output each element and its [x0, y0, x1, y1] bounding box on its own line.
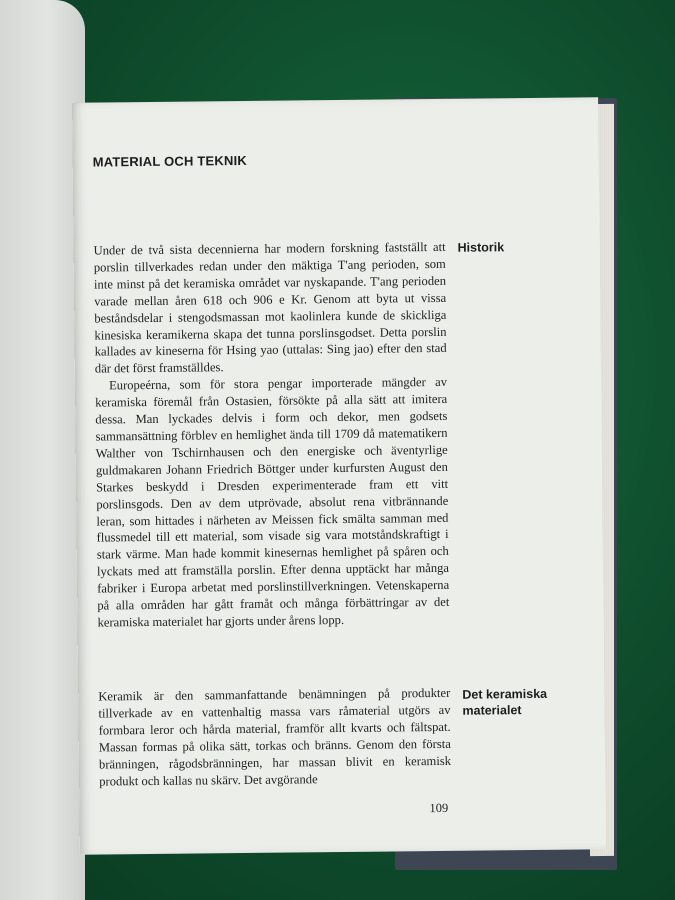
chapter-title: MATERIAL OCH TEKNIK	[92, 152, 248, 170]
paragraph: Europeérna, som för stora pengar importerade mängder av keramiska föremål från Ostasien, försökte på alla sätt att imitera dessa. Man lyckades delvis i form och dekor, men godsets sammansättning förblev en hemlighet ända till 1709 då matematikern Walther von Tschirnhausen och den energiske och äventyrlige guldmakaren Johann Friedrich Böttger under kurfursten August den Starkes beskydd i Dresden experimenterade fram ett vitt porslinsgods. Den av dem utprövade, absolut rena vitbrännande leran, som hittades i närheten av Meissen fick smälta samman med flussmedel till ett material, som visade sig vara motståndskraftigt i stark värme. Man hade kommit kinesernas hemlighet på spåren och lyckats med att framställa porslin. Efter denna upptäckt har många fabriker i Europa arbetat med porslinstillverkningen. Vetenskaperna på alla områden har gått framåt och många förbättringar av det keramiska materialet har gjorts under årens lopp.	[95, 375, 450, 630]
page-number: 109	[429, 800, 449, 816]
side-heading-keramiska-materialet: Det keramiska materialet	[462, 686, 548, 718]
paragraph: Under de två sista decennierna har modern forskning fastställt att porslin tillverkades redan under den mäktiga T'ang perioden, som inte minst på det keramiska området var nyskapande. T'ang perioden varade mellan åren 618 och 906 e Kr. Genom att byta ut vissa beståndsdelar i stengodsmassan mot kaolinlera kunde de skickliga kinesiska keramikerna skapa det tunna porslinsgodset. Detta porslin kallades av kineserna för Hsing yao (uttalas: Sing jao) efter den stad där det först framställdes.	[93, 239, 447, 376]
paragraph: Keramik är den sammanfattande benämningen på produkter tillverkade av en vattenhaltig massa vars råmaterial utgörs av formbara leror och hårda material, framför allt kvarts och fältspat. Massan formas på olika sätt, torkas och bränns. Genom den första bränningen, rågodsbränningen, har massan blivit en keramisk produkt och kallas nu skärv. Det avgörande	[98, 685, 452, 789]
side-heading-historik: Historik	[457, 240, 505, 255]
section-historik-text	[94, 239, 450, 632]
section-material-text	[98, 685, 451, 790]
book-page	[72, 97, 606, 854]
